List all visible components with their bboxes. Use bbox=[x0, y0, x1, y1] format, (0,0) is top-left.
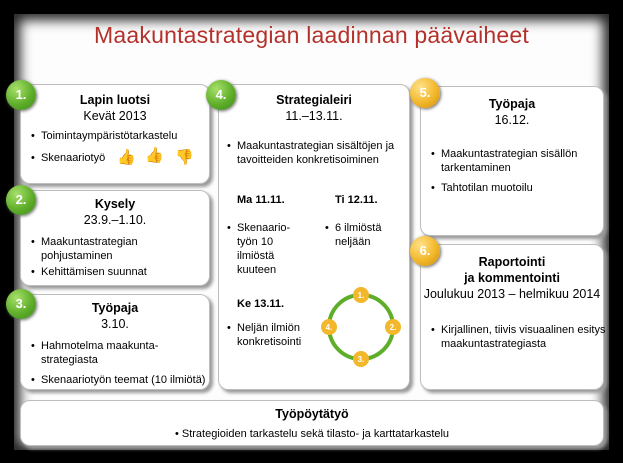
phase-1-bullet-2: • Skenaariotyö bbox=[31, 151, 131, 165]
phase-1-number: 1. bbox=[6, 80, 36, 110]
phase-4-box bbox=[218, 84, 410, 390]
phase-4-date: 11.–13.11. bbox=[285, 109, 343, 123]
cycle-diagram bbox=[319, 285, 403, 369]
phase-6-number: 6. bbox=[410, 236, 440, 266]
cycle-node-1 bbox=[353, 287, 369, 303]
phase-3-number: 3. bbox=[6, 289, 36, 319]
phase-2-number: 2. bbox=[6, 185, 36, 215]
phase-2-bullet-2: • Kehittämisen suunnat bbox=[31, 265, 216, 279]
phase-6-heading: Raportointi bbox=[478, 255, 546, 269]
svg-text:4.: 4. bbox=[325, 323, 333, 332]
thumbs-up-blue-icon: 👍 bbox=[145, 147, 164, 164]
phase-4-number: 4. bbox=[206, 80, 236, 110]
phase-6-date: Joulukuu 2013 – helmikuu 2014 bbox=[423, 287, 601, 301]
phase-1-heading: Lapin luotsi bbox=[79, 93, 151, 107]
phase-5-bullet-2: • Tahtotilan muotoilu bbox=[431, 181, 601, 195]
phase-2-heading: Kysely bbox=[94, 197, 136, 211]
phase-4-bullet-1: • Maakuntastrategian sisältöjen ja tavoitteiden konkretisoiminen bbox=[227, 139, 415, 167]
phase-5-number: 5. bbox=[410, 78, 440, 108]
phase-5-date: 16.12. bbox=[494, 113, 530, 127]
cycle-node-3 bbox=[353, 351, 369, 367]
footer-box bbox=[20, 400, 604, 446]
phase-5-box bbox=[420, 86, 604, 236]
footer-heading: Työpöytätyö bbox=[275, 407, 349, 421]
phase-1-date: Kevät 2013 bbox=[83, 109, 147, 123]
phase-3-bullet-2: • Skenaariotyön teemat (10 ilmiötä) bbox=[31, 373, 219, 387]
phase-5-bullet-1: • Maakuntastrategian sisällön tarkentaminen bbox=[431, 147, 601, 175]
thumbs-down-icon: 👎 bbox=[175, 149, 194, 166]
phase-2-bullet-1: • Maakuntastrategian pohjustaminen bbox=[31, 235, 171, 263]
phase-5-heading: Työpaja bbox=[488, 97, 536, 111]
footer-bullet: Strategioiden tarkastelu sekä tilasto- ja karttatarkastelu bbox=[181, 428, 450, 440]
phase-1-box bbox=[20, 84, 210, 184]
footer-bullet-marker: • bbox=[174, 428, 182, 440]
phase-6-bullet-1: • Kirjallinen, tiivis visuaalinen esitys maakuntastrategiasta bbox=[431, 323, 611, 351]
phase-4-heading: Strategialeiri bbox=[276, 93, 352, 107]
phase-4-day-1-text: • Skenaario-työn 10 ilmiöstä kuuteen bbox=[227, 221, 303, 277]
phase-2-date: 23.9.–1.10. bbox=[83, 213, 147, 227]
phase-3-bullet-1: • Hahmotelma maakunta-strategiasta bbox=[31, 339, 171, 367]
phase-4-day-2: Ti 12.11. bbox=[335, 194, 378, 206]
phase-4-day-3: Ke 13.11. bbox=[237, 298, 285, 310]
page-title: Maakuntastrategian laadinnan päävaiheet bbox=[94, 22, 529, 48]
phase-1-bullet-1: • Toimintaympäristötarkastelu bbox=[31, 129, 216, 143]
phase-4-day-3-text: • Neljän ilmiön konkretisointi bbox=[227, 321, 327, 349]
phase-4-day-1: Ma 11.11. bbox=[237, 194, 285, 206]
phase-2-box bbox=[20, 190, 210, 286]
phase-4-day-2-text: • 6 ilmiöstä neljään bbox=[325, 221, 401, 249]
svg-text:3.: 3. bbox=[357, 355, 365, 364]
thumbs-up-green-icon: 👍 bbox=[117, 149, 136, 166]
svg-text:2.: 2. bbox=[389, 323, 397, 332]
phase-3-heading: Työpaja bbox=[91, 301, 139, 315]
phase-6-heading-2: ja kommentointi bbox=[464, 271, 560, 285]
svg-text:1.: 1. bbox=[357, 291, 365, 300]
phase-6-box bbox=[420, 244, 604, 390]
phase-3-box bbox=[20, 294, 210, 390]
cycle-node-4 bbox=[321, 319, 337, 335]
phase-3-date: 3.10. bbox=[101, 317, 129, 331]
cycle-node-2 bbox=[385, 319, 401, 335]
